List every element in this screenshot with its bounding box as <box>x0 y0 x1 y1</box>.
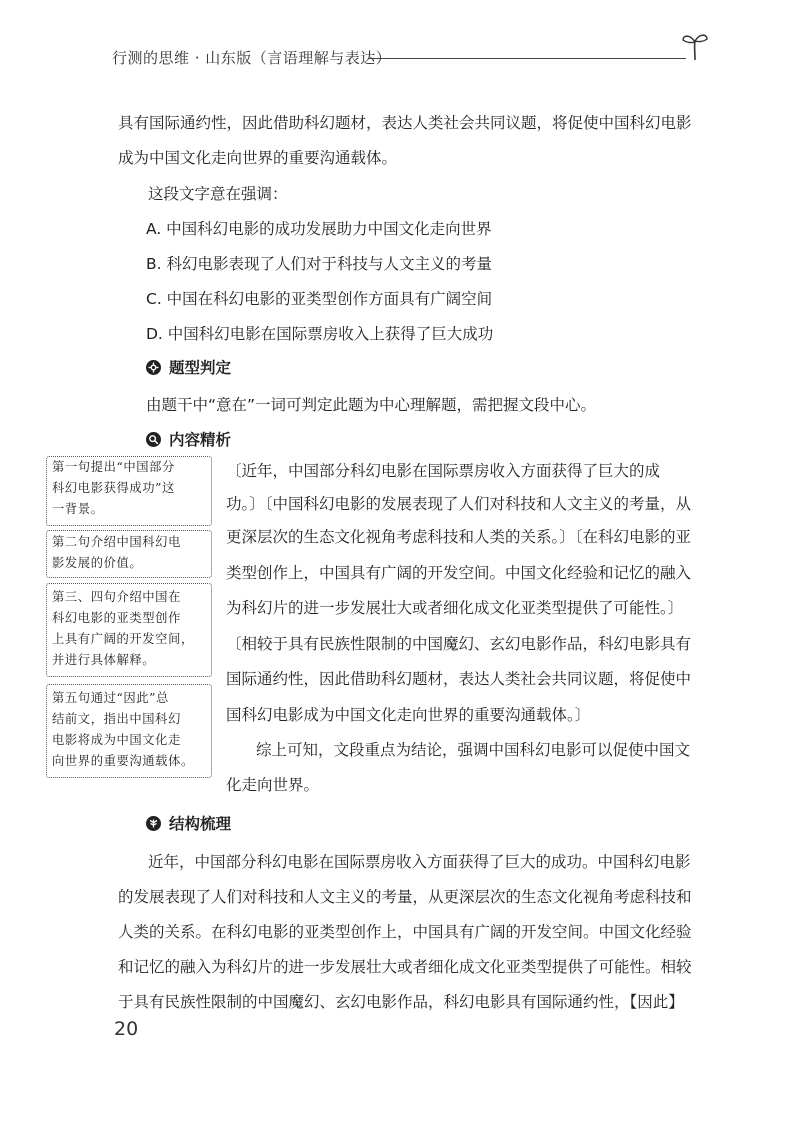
structure-line: 近年，中国部分科幻电影在国际票房收入方面获得了巨大的成功。中国科幻电影 <box>148 853 691 871</box>
option-d: D. 中国科幻电影在国际票房收入上获得了巨大成功 <box>146 325 494 343</box>
analysis-line: 〔相较于具有民族性限制的中国魔幻、玄幻电影作品，科幻电影具有 <box>226 635 692 653</box>
gear-icon <box>146 360 161 375</box>
structure-line: 于具有民族性限制的中国魔幻、玄幻电影作品，科幻电影具有国际通约性，【因此】 <box>118 993 684 1011</box>
structure-line: 的发展表现了人们对科技和人文主义的考量，从更深层次的生态文化视角考虑科技和 <box>118 888 692 906</box>
option-c: C. 中国在科幻电影的亚类型创作方面具有广阔空间 <box>146 290 493 308</box>
search-icon <box>146 432 161 447</box>
section-title: 题型判定 <box>169 359 232 377</box>
running-header-title: 行测的思维 · 山东版（言语理解与表达） <box>112 49 392 67</box>
analysis-line: 为科幻片的进一步发展壮大或者细化成文化亚类型提供了可能性。〕 <box>226 599 684 617</box>
sprout-icon <box>680 30 710 62</box>
analysis-conclusion-line: 化走向世界。 <box>226 776 320 794</box>
side-note-4: 第五句通过“因此”总 结前文，指出中国科幻 电影将成为中国文化走 向世界的重要沟通载体。 <box>52 691 194 768</box>
option-b: B. 科幻电影表现了人们对于科技与人文主义的考量 <box>146 255 492 273</box>
structure-line: 人类的关系。在科幻电影的亚类型创作上，中国具有广阔的开发空间。中国文化经验 <box>118 923 692 941</box>
analysis-line: 国科幻电影成为中国文化走向世界的重要沟通载体。〕 <box>226 706 591 724</box>
structure-line: 和记忆的融入为科幻片的进一步发展壮大或者细化成文化亚类型提供了可能性。相较 <box>118 958 692 976</box>
section-type-judgment-heading <box>146 356 231 378</box>
side-note-3: 第三、四句介绍中国在 科幻电影的亚类型创作 上具有广阔的开发空间， 并进行具体解释。 <box>52 590 194 667</box>
type-judgment-text: 由题干中“意在”一词可判定此题为中心理解题，需把握文段中心。 <box>146 396 597 414</box>
passage-line: 具有国际通约性，因此借助科幻题材，表达人类社会共同议题，将促使中国科幻电影 <box>118 114 692 132</box>
question-stem: 这段文字意在强调： <box>148 185 288 203</box>
analysis-conclusion-line: 综上可知，文段重点为结论，强调中国科幻电影可以促使中国文 <box>256 741 691 759</box>
tree-icon <box>146 816 161 831</box>
analysis-line: 类型创作上，中国具有广阔的开发空间。中国文化经验和记忆的融入 <box>226 564 692 582</box>
option-a: A. 中国科幻电影的成功发展助力中国文化走向世界 <box>146 220 492 238</box>
section-title: 内容精析 <box>169 431 232 449</box>
section-title: 结构梳理 <box>169 815 232 833</box>
analysis-line: 国际通约性，因此借助科幻题材，表达人类社会共同议题，将促使中 <box>226 670 692 688</box>
analysis-line: 更深层次的生态文化视角考虑科技和人类的关系。〕〔在科幻电影的亚 <box>226 528 692 546</box>
header-rule <box>368 58 686 59</box>
passage-line: 成为中国文化走向世界的重要沟通载体。 <box>118 149 398 167</box>
section-structure-heading <box>146 812 231 834</box>
analysis-line: 〔近年，中国部分科幻电影在国际票房收入方面获得了巨大的成 <box>226 462 661 480</box>
side-note-1: 第一句提出“中国部分 科幻电影获得成功”这 一背景。 <box>52 460 175 516</box>
analysis-line: 功。〕〔中国科幻电影的发展表现了人们对科技和人文主义的考量，从 <box>226 495 692 513</box>
section-content-analysis-heading <box>146 428 231 450</box>
side-note-2: 第二句介绍中国科幻电 影发展的价值。 <box>52 535 181 570</box>
page-number: 20 <box>114 1018 139 1040</box>
